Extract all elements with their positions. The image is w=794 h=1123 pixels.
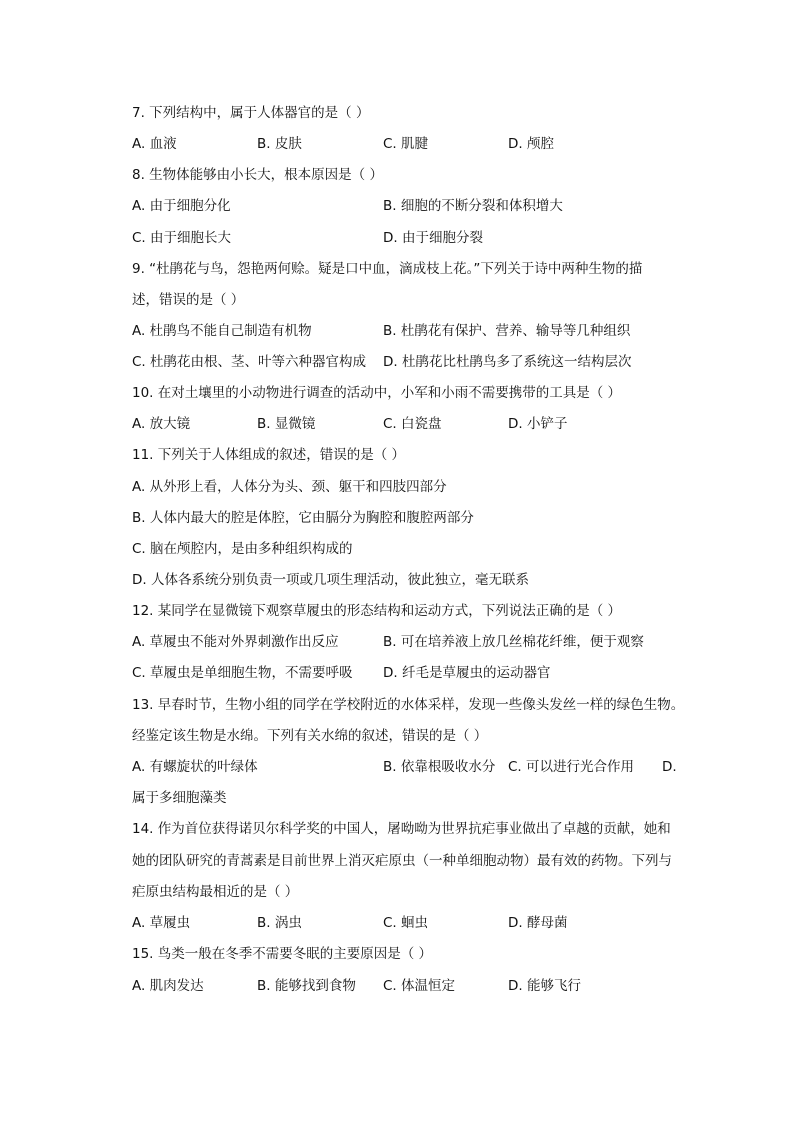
question-8-stem: 8. 生物体能够由小长大，根本原因是（ ）	[132, 167, 383, 183]
question-15-option-a: A. 肌肉发达	[132, 978, 204, 994]
question-7-option-b: B. 皮肤	[257, 136, 302, 152]
question-14-stem-line-3: 疟原虫结构最相近的是（ ）	[132, 884, 299, 900]
question-14-stem-line-1: 14. 作为首位获得诺贝尔科学奖的中国人，屠呦呦为世界抗疟事业做出了卓越的贡献，她和	[132, 821, 671, 837]
question-9-stem-line-1: 9. “杜鹃花与鸟，怨艳两何赊。疑是口中血，滴成枝上花。”下列关于诗中两种生物的描	[132, 261, 643, 277]
question-9-stem-line-2: 述，错误的是（ ）	[132, 292, 245, 308]
question-10-option-d: D. 小铲子	[508, 416, 568, 432]
question-8-option-d: D. 由于细胞分裂	[383, 230, 483, 246]
question-15-option-c: C. 体温恒定	[383, 978, 456, 994]
question-8-option-c: C. 由于细胞长大	[132, 230, 232, 246]
question-14-stem-line-2: 她的团队研究的青蒿素是目前世界上消灭疟原虫（一种单细胞动物）最有效的药物。下列与	[132, 853, 672, 869]
question-10-option-b: B. 显微镜	[257, 416, 316, 432]
question-15-option-d: D. 能够飞行	[508, 978, 581, 994]
question-11-stem: 11. 下列关于人体组成的叙述，错误的是（ ）	[132, 447, 406, 463]
question-13-stem-line-2: 经鉴定该生物是水绵。下列有关水绵的叙述，错误的是（ ）	[132, 728, 488, 744]
question-7-option-d: D. 颅腔	[508, 136, 554, 152]
question-13-option-d-text: 属于多细胞藻类	[132, 790, 227, 806]
question-11-option-b: B. 人体内最大的腔是体腔，它由膈分为胸腔和腹腔两部分	[132, 510, 474, 526]
question-10-option-a: A. 放大镜	[132, 416, 191, 432]
question-8-option-a: A. 由于细胞分化	[132, 198, 231, 214]
question-12-option-a: A. 草履虫不能对外界刺激作出反应	[132, 634, 339, 650]
question-15-option-b: B. 能够找到食物	[257, 978, 356, 994]
question-10-stem: 10. 在对土壤里的小动物进行调查的活动中，小军和小雨不需要携带的工具是（ ）	[132, 385, 622, 401]
question-9-option-d: D. 杜鹃花比杜鹃鸟多了系统这一结构层次	[383, 354, 632, 370]
question-9-option-a: A. 杜鹃鸟不能自己制造有机物	[132, 323, 312, 339]
question-12-option-b: B. 可在培养液上放几丝棉花纤维，便于观察	[383, 634, 644, 650]
question-12-option-d: D. 纤毛是草履虫的运动器官	[383, 665, 551, 681]
question-11-option-a: A. 从外形上看，人体分为头、颈、躯干和四肢四部分	[132, 479, 447, 495]
question-7-option-a: A. 血液	[132, 136, 177, 152]
question-13-option-d-letter: D.	[662, 759, 677, 775]
question-13-option-b: B. 依靠根吸收水分	[383, 759, 496, 775]
question-7-option-c: C. 肌腱	[383, 136, 429, 152]
question-13-stem-line-1: 13. 早春时节，生物小组的同学在学校附近的水体采样，发现一些像头发丝一样的绿色生物。	[132, 697, 685, 713]
question-7-stem: 7. 下列结构中，属于人体器官的是（ ）	[132, 105, 370, 121]
question-15-stem: 15. 鸟类一般在冬季不需要冬眠的主要原因是（ ）	[132, 946, 433, 962]
question-14-option-b: B. 涡虫	[257, 915, 302, 931]
question-11-option-c: C. 脑在颅腔内，是由多种组织构成的	[132, 541, 353, 557]
question-11-option-d: D. 人体各系统分别负责一项或几项生理活动，彼此独立，毫无联系	[132, 572, 529, 588]
question-14-option-d: D. 酵母菌	[508, 915, 568, 931]
question-14-option-c: C. 蛔虫	[383, 915, 429, 931]
question-10-option-c: C. 白瓷盘	[383, 416, 442, 432]
question-9-option-b: B. 杜鹃花有保护、营养、输导等几种组织	[383, 323, 631, 339]
question-13-option-c: C. 可以进行光合作用	[508, 759, 635, 775]
question-8-option-b: B. 细胞的不断分裂和体积增大	[383, 198, 563, 214]
question-13-option-a: A. 有螺旋状的叶绿体	[132, 759, 258, 775]
question-9-option-c: C. 杜鹃花由根、茎、叶等六种器官构成	[132, 354, 367, 370]
question-12-stem: 12. 某同学在显微镜下观察草履虫的形态结构和运动方式，下列说法正确的是（ ）	[132, 603, 622, 619]
question-12-option-c: C. 草履虫是单细胞生物，不需要呼吸	[132, 665, 353, 681]
question-14-option-a: A. 草履虫	[132, 915, 191, 931]
